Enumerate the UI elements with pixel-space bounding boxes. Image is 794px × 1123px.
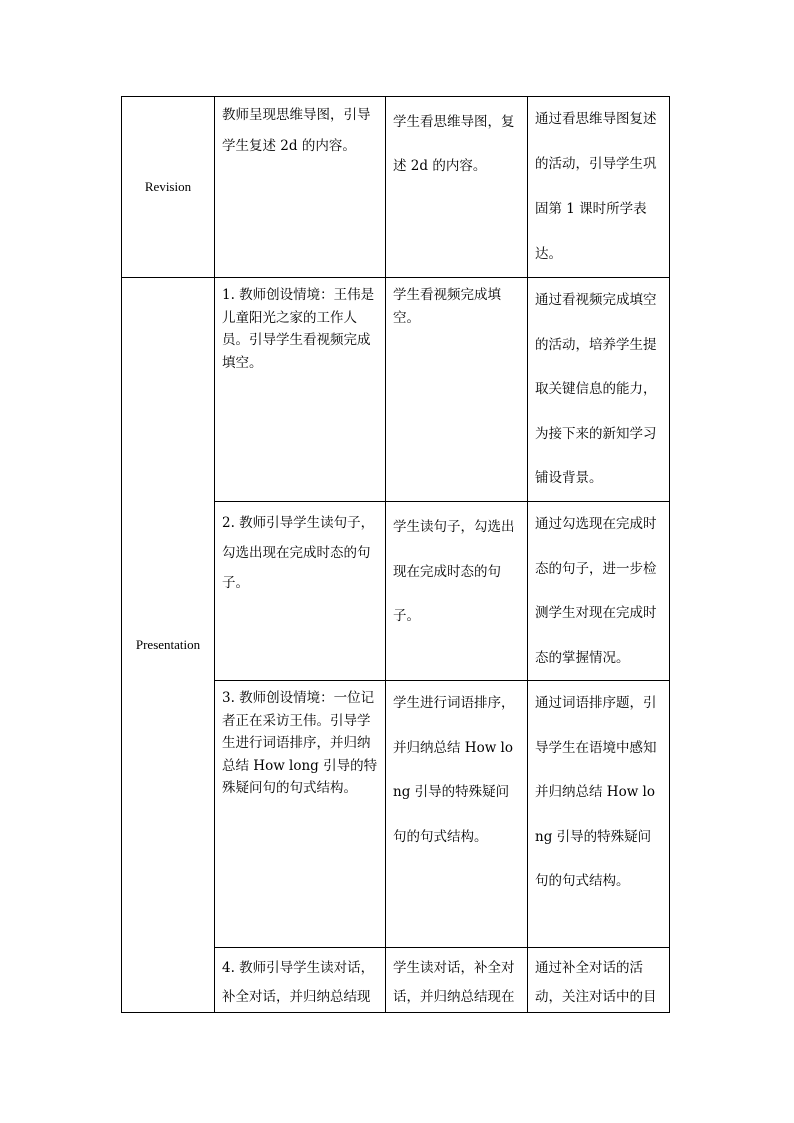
student-activity-cell bbox=[386, 502, 528, 681]
student-activity-text: 学生读对话，补全对话，并归纳总结现在 bbox=[393, 960, 515, 1005]
purpose-text: 通过看思维导图复述的活动，引导学生巩固第 1 课时所学表达。 bbox=[535, 111, 657, 262]
purpose-text: 通过看视频完成填空的活动，培养学生提取关键信息的能力，为接下来的新知学习铺设背景。 bbox=[535, 292, 657, 486]
teacher-activity-text: 教师呈现思维导图，引导学生复述 2d 的内容。 bbox=[222, 107, 371, 154]
purpose-cell bbox=[528, 278, 670, 502]
student-activity-cell bbox=[386, 97, 528, 278]
table-row-revision bbox=[122, 97, 670, 278]
teacher-activity-cell bbox=[215, 97, 386, 278]
teacher-activity-cell bbox=[215, 681, 386, 948]
student-activity-cell bbox=[386, 681, 528, 948]
student-activity-cell bbox=[386, 948, 528, 1013]
stage-cell-presentation bbox=[122, 278, 215, 1013]
teacher-activity-cell bbox=[215, 278, 386, 502]
stage-cell-revision bbox=[122, 97, 215, 278]
student-activity-text: 学生读句子，勾选出现在完成时态的句子。 bbox=[393, 519, 515, 624]
student-activity-text: 学生进行词语排序，并归纳总结 How long 引导的特殊疑问句的句式结构。 bbox=[393, 695, 515, 845]
purpose-cell bbox=[528, 502, 670, 681]
purpose-text: 通过勾选现在完成时态的句子，进一步检测学生对现在完成时态的掌握情况。 bbox=[535, 516, 657, 666]
purpose-cell bbox=[528, 97, 670, 278]
teacher-activity-text: 4. 教师引导学生读对话，补全对话，并归纳总结现 bbox=[222, 960, 375, 1005]
purpose-cell bbox=[528, 681, 670, 948]
student-activity-cell bbox=[386, 278, 528, 502]
purpose-text: 通过补全对话的活动，关注对话中的目 bbox=[535, 960, 657, 1005]
stage-label: Revision bbox=[144, 178, 192, 194]
purpose-cell bbox=[528, 948, 670, 1013]
teacher-activity-cell bbox=[215, 502, 386, 681]
stage-label: Presentation bbox=[135, 636, 201, 652]
table-row-presentation-1 bbox=[122, 278, 670, 502]
teacher-activity-text: 2. 教师引导学生读句子，勾选出现在完成时态的句子。 bbox=[222, 515, 375, 591]
lesson-plan-table bbox=[121, 96, 670, 1013]
teacher-activity-text: 3. 教师创设情境：一位记者正在采访王伟。引导学生进行词语排序，并归纳总结 How long 引导的特殊疑问句的句式结构。 bbox=[222, 690, 378, 796]
student-activity-text: 学生看思维导图，复述 2d 的内容。 bbox=[393, 114, 515, 174]
purpose-text: 通过词语排序题，引导学生在语境中感知并归纳总结 How long 引导的特殊疑问句的句式结构。 bbox=[535, 695, 657, 889]
teacher-activity-cell bbox=[215, 948, 386, 1013]
student-activity-text: 学生看视频完成填空。 bbox=[393, 287, 501, 326]
teacher-activity-text: 1. 教师创设情境：王伟是儿童阳光之家的工作人员。引导学生看视频完成填空。 bbox=[222, 287, 375, 371]
